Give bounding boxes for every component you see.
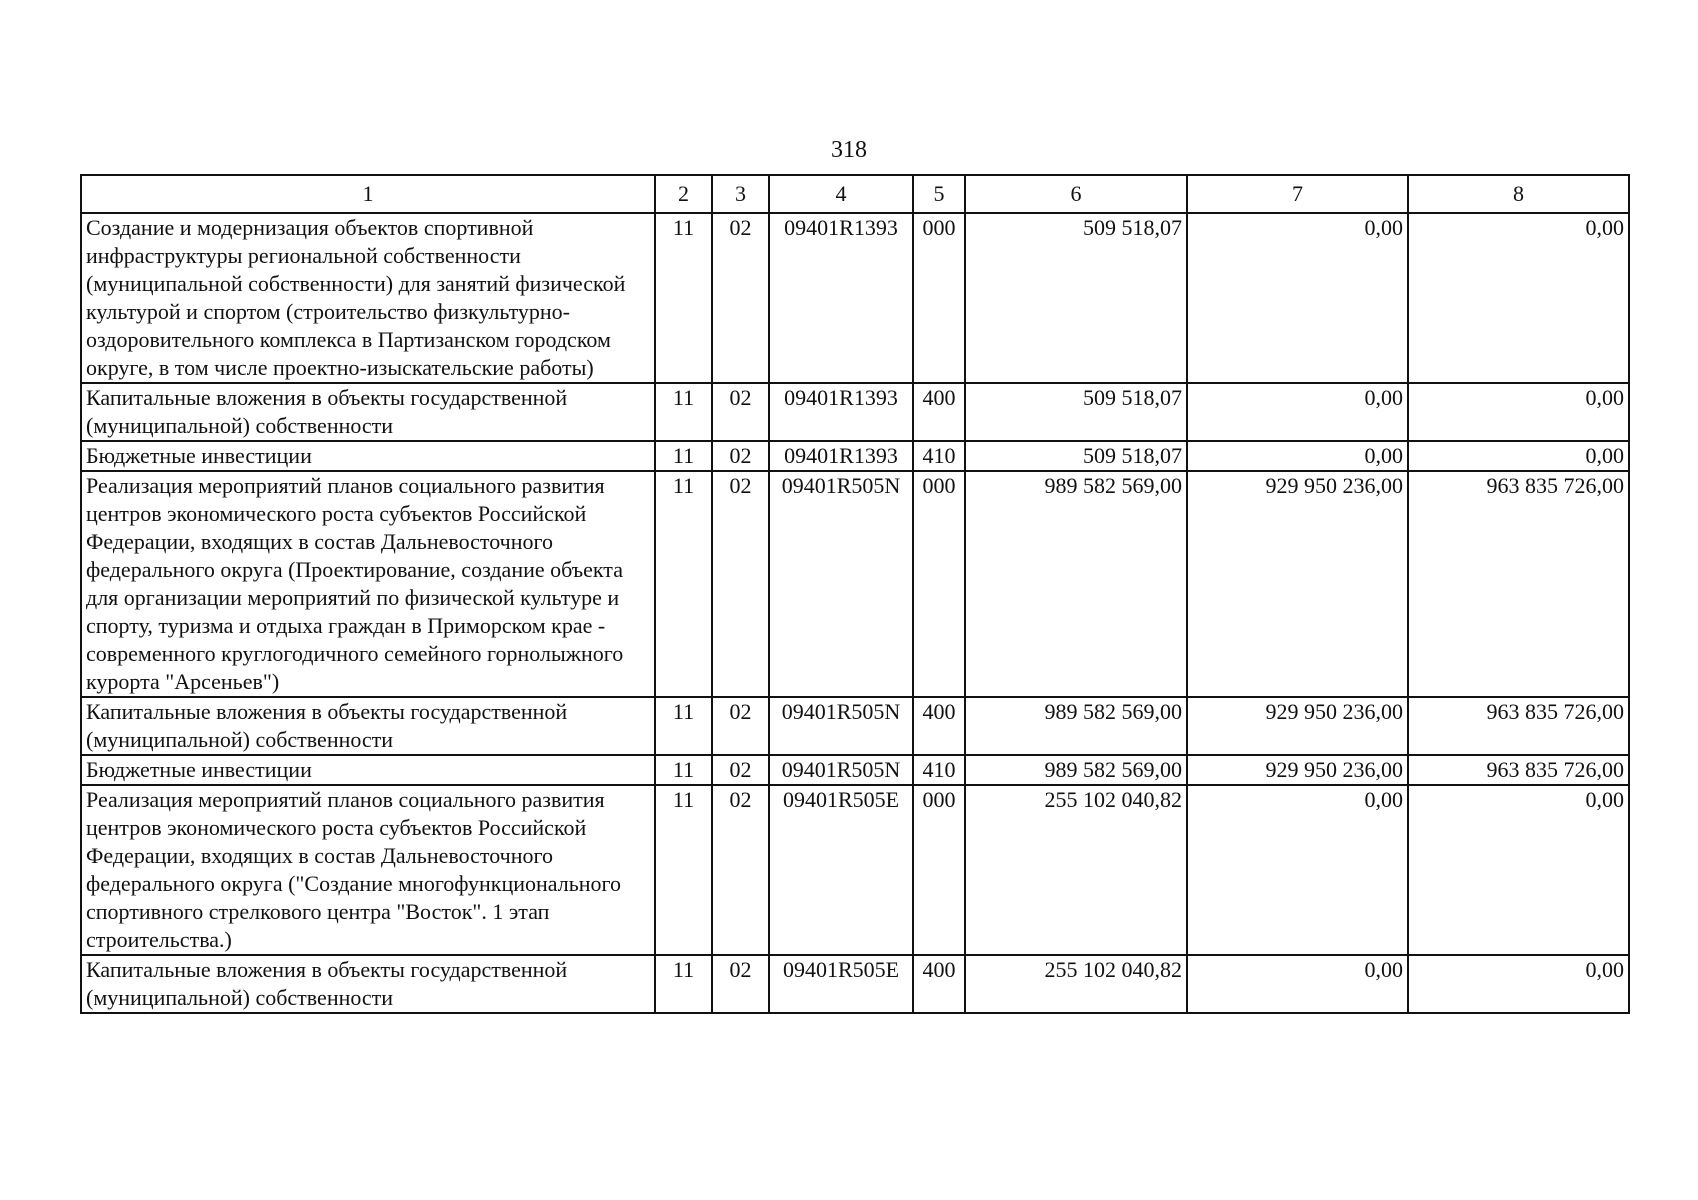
column-header-8: 8 (1408, 175, 1629, 213)
amount-col-7: 929 950 236,00 (1187, 471, 1408, 697)
amount-col-8: 0,00 (1408, 441, 1629, 471)
section-code: 11 (655, 471, 712, 697)
expense-type-code: 000 (913, 785, 965, 955)
amount-col-8: 963 835 726,00 (1408, 755, 1629, 785)
amount-col-8: 0,00 (1408, 785, 1629, 955)
table-row (81, 785, 1629, 955)
section-code: 11 (655, 785, 712, 955)
amount-col-7: 0,00 (1187, 955, 1408, 1013)
amount-col-7: 0,00 (1187, 383, 1408, 441)
item-name: Бюджетные инвестиции (81, 755, 655, 785)
column-header-1: 1 (81, 175, 655, 213)
table-row (81, 383, 1629, 441)
table-row (81, 213, 1629, 383)
section-code: 11 (655, 955, 712, 1013)
item-name: Бюджетные инвестиции (81, 441, 655, 471)
amount-col-6: 255 102 040,82 (965, 955, 1187, 1013)
column-header-5: 5 (913, 175, 965, 213)
subsection-code: 02 (712, 441, 769, 471)
subsection-code: 02 (712, 383, 769, 441)
subsection-code: 02 (712, 955, 769, 1013)
expense-type-code: 000 (913, 213, 965, 383)
target-article-code: 09401R505N (769, 755, 913, 785)
amount-col-7: 929 950 236,00 (1187, 755, 1408, 785)
table-row (81, 755, 1629, 785)
amount-col-7: 0,00 (1187, 785, 1408, 955)
expense-type-code: 000 (913, 471, 965, 697)
table-row (81, 955, 1629, 1013)
column-header-3: 3 (712, 175, 769, 213)
amount-col-6: 509 518,07 (965, 213, 1187, 383)
section-code: 11 (655, 383, 712, 441)
section-code: 11 (655, 755, 712, 785)
target-article-code: 09401R1393 (769, 213, 913, 383)
target-article-code: 09401R505N (769, 697, 913, 755)
amount-col-8: 0,00 (1408, 213, 1629, 383)
expense-type-code: 410 (913, 755, 965, 785)
amount-col-6: 509 518,07 (965, 383, 1187, 441)
amount-col-7: 0,00 (1187, 213, 1408, 383)
amount-col-6: 255 102 040,82 (965, 785, 1187, 955)
section-code: 11 (655, 441, 712, 471)
amount-col-8: 963 835 726,00 (1408, 471, 1629, 697)
table-row (81, 697, 1629, 755)
amount-col-6: 989 582 569,00 (965, 471, 1187, 697)
subsection-code: 02 (712, 471, 769, 697)
target-article-code: 09401R1393 (769, 383, 913, 441)
table-header-row (81, 175, 1629, 213)
item-name: Реализация мероприятий планов социального развития центров экономического роста субъектов Российской Федерации, входящих в состав Дальневосточного федерального округа ("Создание многофункционального спортивного стрелкового центра "Восток". 1 этап строительства.) (81, 785, 655, 955)
subsection-code: 02 (712, 213, 769, 383)
expense-type-code: 410 (913, 441, 965, 471)
target-article-code: 09401R1393 (769, 441, 913, 471)
amount-col-7: 929 950 236,00 (1187, 697, 1408, 755)
section-code: 11 (655, 697, 712, 755)
budget-table (80, 174, 1630, 1014)
item-name: Капитальные вложения в объекты государственной (муниципальной) собственности (81, 697, 655, 755)
amount-col-6: 989 582 569,00 (965, 755, 1187, 785)
target-article-code: 09401R505N (769, 471, 913, 697)
expense-type-code: 400 (913, 697, 965, 755)
item-name: Создание и модернизация объектов спортивной инфраструктуры региональной собственности (муниципальной собственности) для занятий физической культурой и спортом (строительство физкультурно-оздоровительного комплекса в Партизанском городском округе, в том числе проектно-изыскательские работы) (81, 213, 655, 383)
table-row (81, 441, 1629, 471)
item-name: Капитальные вложения в объекты государственной (муниципальной) собственности (81, 955, 655, 1013)
amount-col-7: 0,00 (1187, 441, 1408, 471)
expense-type-code: 400 (913, 383, 965, 441)
amount-col-8: 963 835 726,00 (1408, 697, 1629, 755)
page-number: 318 (831, 137, 867, 163)
subsection-code: 02 (712, 755, 769, 785)
amount-col-8: 0,00 (1408, 955, 1629, 1013)
amount-col-6: 989 582 569,00 (965, 697, 1187, 755)
amount-col-6: 509 518,07 (965, 441, 1187, 471)
item-name: Капитальные вложения в объекты государственной (муниципальной) собственности (81, 383, 655, 441)
subsection-code: 02 (712, 697, 769, 755)
item-name: Реализация мероприятий планов социального развития центров экономического роста субъектов Российской Федерации, входящих в состав Дальневосточного федерального округа (Проектирование, создание объекта для организации мероприятий по физической культуре и спорту, туризма и отдыха граждан в Приморском крае - современного круглогодичного семейного горнолыжного курорта "Арсеньев") (81, 471, 655, 697)
target-article-code: 09401R505E (769, 785, 913, 955)
subsection-code: 02 (712, 785, 769, 955)
table-row (81, 471, 1629, 697)
expense-type-code: 400 (913, 955, 965, 1013)
amount-col-8: 0,00 (1408, 383, 1629, 441)
column-header-6: 6 (965, 175, 1187, 213)
column-header-7: 7 (1187, 175, 1408, 213)
target-article-code: 09401R505E (769, 955, 913, 1013)
section-code: 11 (655, 213, 712, 383)
column-header-4: 4 (769, 175, 913, 213)
column-header-2: 2 (655, 175, 712, 213)
